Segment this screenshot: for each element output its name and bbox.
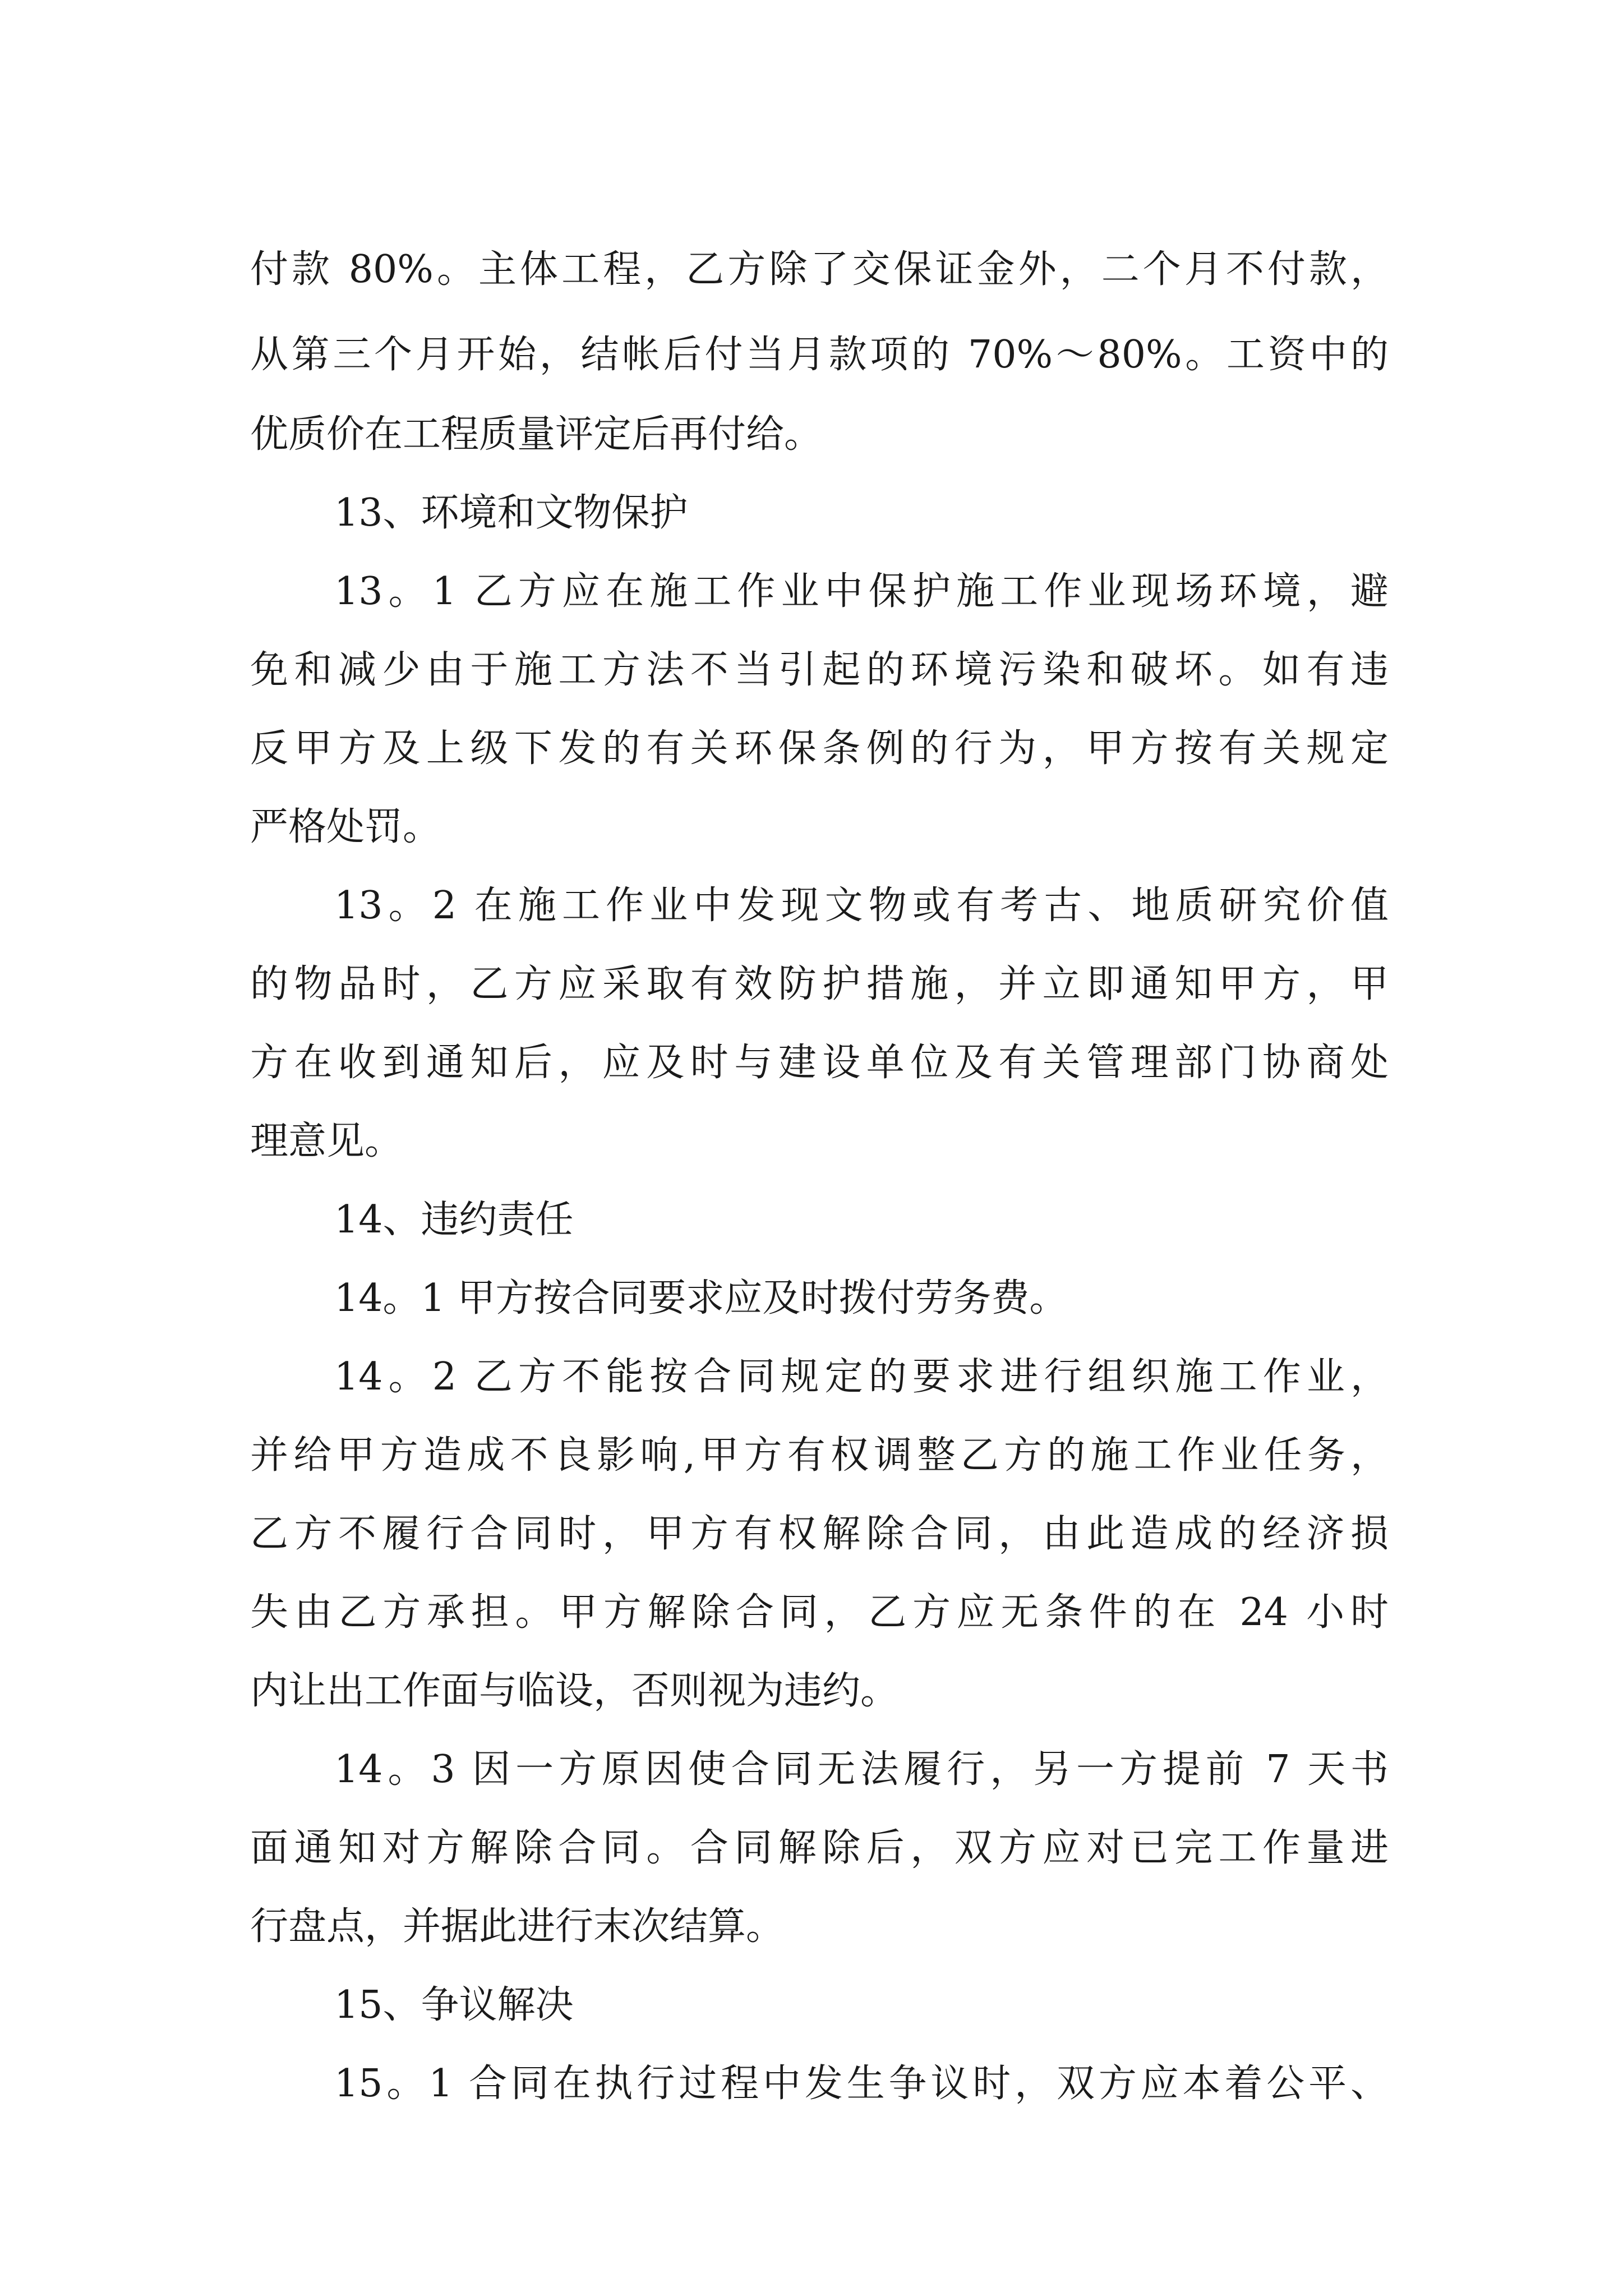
- section-heading: 14、违约责任: [334, 1198, 574, 1242]
- text-line: 13。1 乙方应在施工作业中保护施工作业现场环境，避: [334, 569, 1389, 614]
- text-line: 14。2 乙方不能按合同规定的要求进行组织施工作业，: [334, 1355, 1389, 1399]
- text-line: 面通知对方解除合同。合同解除后，双方应对已完工作量进: [250, 1826, 1389, 1870]
- text-line: 内让出工作面与临设，否则视为违约。: [250, 1669, 899, 1713]
- text-line: 行盘点，并据此进行末次结算。: [250, 1904, 785, 1949]
- text-line: 反甲方及上级下发的有关环保条例的行为，甲方按有关规定: [250, 726, 1389, 771]
- section-heading: 13、环境和文物保护: [334, 491, 688, 535]
- text-line: 15。1 合同在执行过程中发生争议时，双方应本着公平、: [334, 2062, 1389, 2106]
- text-line: 方在收到通知后，应及时与建设单位及有关管理部门协商处: [250, 1041, 1389, 1085]
- text-line: 14。3 因一方原因使合同无法履行，另一方提前 7 天书: [334, 1747, 1389, 1792]
- text-line: 优质价在工程质量评定后再付给。: [250, 412, 823, 457]
- section-heading: 15、争议解决: [334, 1983, 574, 2027]
- text-line: 14。1 甲方按合同要求应及时拨付劳务费。: [334, 1276, 1068, 1320]
- text-line: 理意见。: [250, 1119, 403, 1163]
- text-line: 的物品时，乙方应采取有效防护措施，并立即通知甲方，甲: [250, 962, 1389, 1006]
- text-line: 并给甲方造成不良影响,甲方有权调整乙方的施工作业任务，: [250, 1433, 1389, 1478]
- text-line: 付款 80%。主体工程，乙方除了交保证金外，二个月不付款，: [250, 247, 1389, 292]
- text-line: 免和减少由于施工方法不当引起的环境污染和破坏。如有违: [250, 648, 1389, 692]
- text-line: 失由乙方承担。甲方解除合同，乙方应无条件的在 24 小时: [250, 1590, 1389, 1635]
- text-line: 乙方不履行合同时，甲方有权解除合同，由此造成的经济损: [250, 1512, 1389, 1556]
- text-line: 13。2 在施工作业中发现文物或有考古、地质研究价值: [334, 884, 1389, 928]
- text-line: 从第三个月开始，结帐后付当月款项的 70%～80%。工资中的: [250, 333, 1389, 377]
- text-line: 严格处罚。: [250, 805, 441, 849]
